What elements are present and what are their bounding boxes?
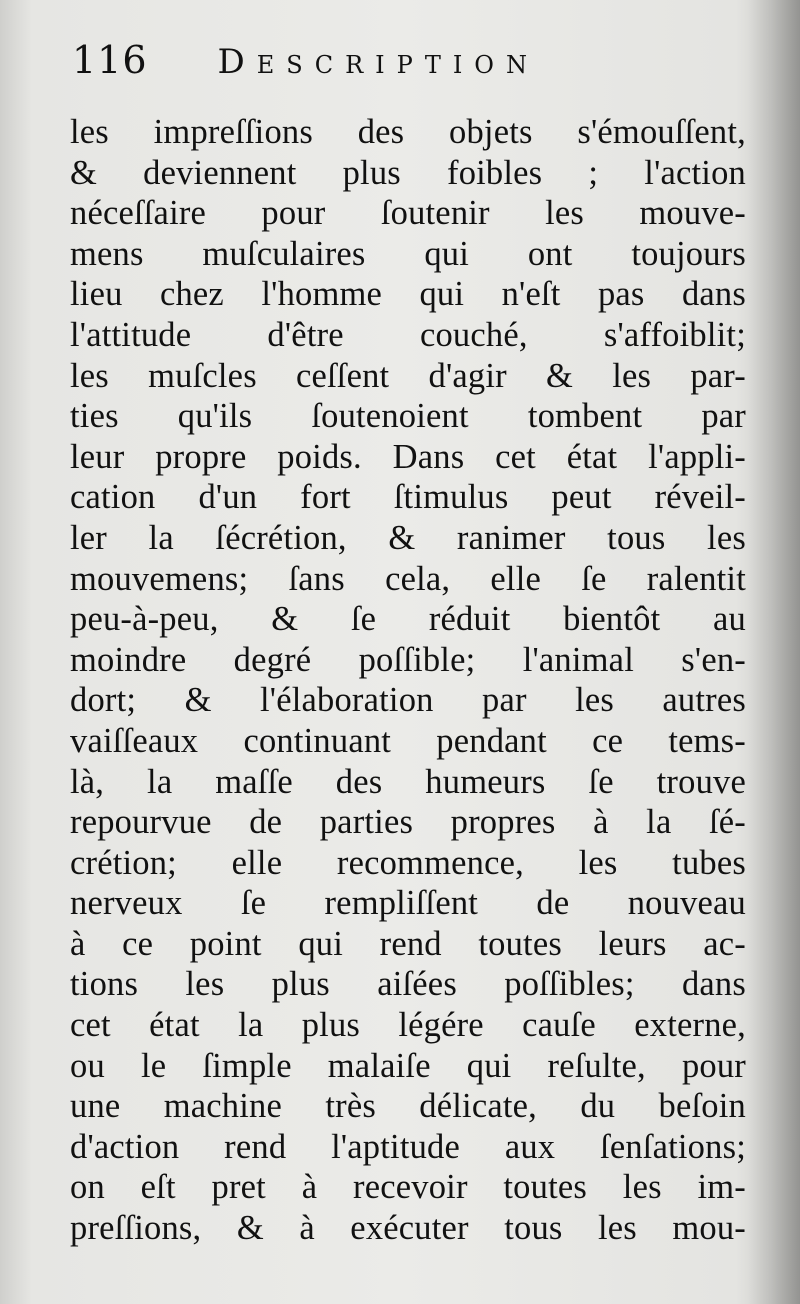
body-text — [70, 112, 746, 1249]
text-line: ou le ſimple malaiſe qui reſulte, pour — [70, 1046, 746, 1085]
running-head: Description — [217, 42, 539, 82]
text-line: une machine très délicate, du beſoin — [70, 1087, 746, 1126]
page-gutter-shadow — [748, 0, 800, 1304]
text-line: crétion; elle recommence, les tubes — [70, 843, 746, 882]
text-line: leur propre poids. Dans cet état l'appli- — [70, 437, 746, 476]
text-line: les muſcles ceſſent d'agir & les par- — [70, 356, 746, 395]
text-line: lieu chez l'homme qui n'eſt pas dans — [70, 275, 746, 314]
text-line: l'attitude d'être couché, s'affoiblit; — [70, 315, 746, 354]
page-header — [72, 38, 672, 82]
text-line: tions les plus aiſées poſſibles; dans — [70, 965, 746, 1004]
page-number: 116 — [72, 38, 148, 82]
text-line: néceſſaire pour ſoutenir les mouve- — [70, 194, 746, 233]
text-line: là, la maſſe des humeurs ſe trouve — [70, 762, 746, 801]
text-line: moindre degré poſſible; l'animal s'en- — [70, 640, 746, 679]
text-line: & deviennent plus foibles ; l'action — [70, 153, 746, 192]
text-line: cet état la plus légére cauſe externe, — [70, 1006, 746, 1045]
text-line: mouvemens; ſans cela, elle ſe ralentit — [70, 559, 746, 598]
text-line: on eſt pret à recevoir toutes les im- — [70, 1168, 746, 1207]
text-line: peu-à-peu, & ſe réduit bientôt au — [70, 600, 746, 639]
text-line: ties qu'ils ſoutenoient tombent par — [70, 397, 746, 436]
text-line: mens muſculaires qui ont toujours — [70, 234, 746, 273]
text-line: vaiſſeaux continuant pendant ce tems- — [70, 721, 746, 760]
text-line: nerveux ſe rempliſſent de nouveau — [70, 884, 746, 923]
text-line: cation d'un fort ſtimulus peut réveil- — [70, 478, 746, 517]
text-line: dort; & l'élaboration par les autres — [70, 681, 746, 720]
text-line: preſſions, & à exécuter tous les mou- — [70, 1209, 746, 1248]
text-line: repourvue de parties propres à la ſé- — [70, 803, 746, 842]
text-line: d'action rend l'aptitude aux ſenſations; — [70, 1127, 746, 1166]
text-line: ler la ſécrétion, & ranimer tous les — [70, 518, 746, 557]
text-line: les impreſſions des objets s'émouſſent, — [70, 113, 746, 151]
text-line: à ce point qui rend toutes leurs ac- — [70, 924, 746, 963]
